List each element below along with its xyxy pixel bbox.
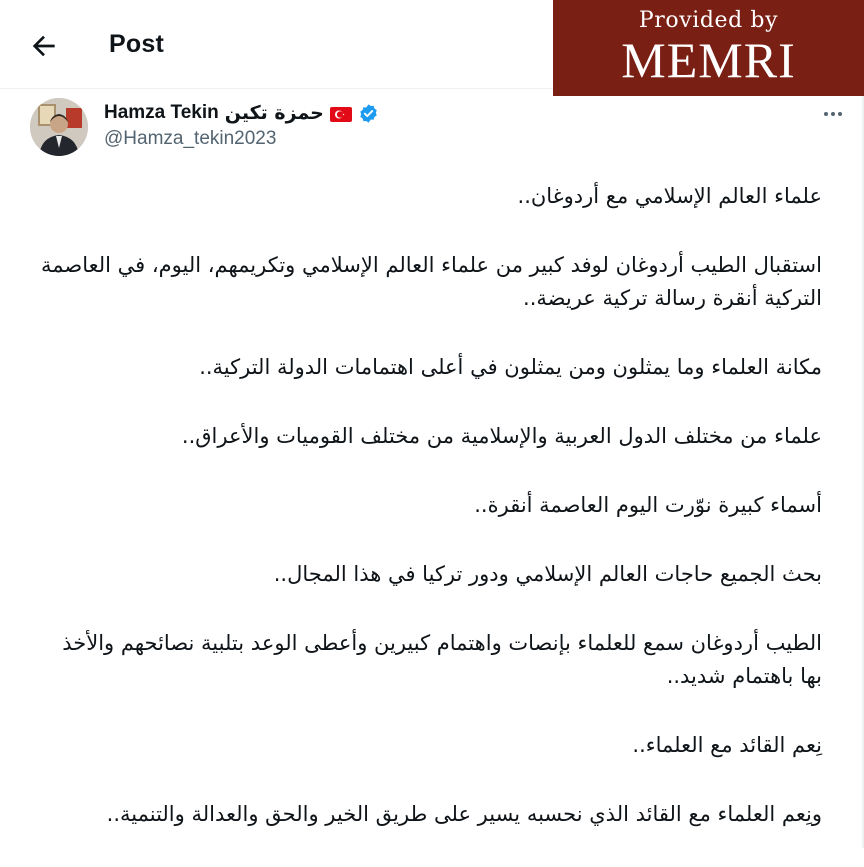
back-button[interactable] [28,30,60,62]
tweet-text [38,180,822,867]
tweet-paragraph: مكانة العلماء وما يمثلون ومن يمثلون في أعلى اهتمامات الدولة التركية.. [199,355,822,379]
watermark-logo: MEMRI [621,32,796,88]
tweet-paragraph: بحث الجميع حاجات العالم الإسلامي ودور تركيا في هذا المجال.. [273,562,822,586]
page-title: Post [109,30,164,58]
author-handle[interactable]: @Hamza_tekin2023 [104,128,277,149]
author-name-arabic: حمزة تكين [224,102,324,124]
avatar[interactable] [30,98,88,156]
tweet-paragraph: أسماء كبيرة نوّرت اليوم العاصمة أنقرة.. [474,493,822,517]
avatar-image [30,98,88,156]
tweet-paragraph: استقبال الطيب أردوغان لوفد كبير من علماء العالم الإسلامي وتكريمهم، اليوم، في العاصمة التركية أنقرة رسالة تركية عريضة.. [40,253,822,310]
tweet-paragraph: علماء العالم الإسلامي مع أردوغان.. [517,184,822,208]
watermark-line1: Provided by [638,8,779,33]
verified-badge-icon[interactable] [358,103,379,124]
tweet-paragraph: الطيب أردوغان سمع للعلماء بإنصات واهتمام كبيرين وأعطى الوعد بتلبية نصائحهم والأخذ بها باهتمام شديد.. [62,631,822,688]
turkey-flag-icon [330,106,352,121]
more-horizontal-icon [818,102,848,126]
tweet-paragraph: نِعم القائد مع العلماء.. [632,733,822,757]
arrow-left-icon [28,30,60,62]
more-button[interactable] [818,102,848,126]
memri-watermark [553,0,864,96]
tweet-paragraph: ونِعم العلماء مع القائد الذي نحسبه يسير على طريق الخير والحق والعدالة والتنمية.. [106,802,822,826]
author-row [30,98,850,168]
author-name-row [104,102,379,124]
author-name[interactable]: Hamza Tekin [104,102,219,123]
tweet-paragraph: علماء من مختلف الدول العربية والإسلامية من مختلف القوميات والأعراق.. [181,424,822,448]
